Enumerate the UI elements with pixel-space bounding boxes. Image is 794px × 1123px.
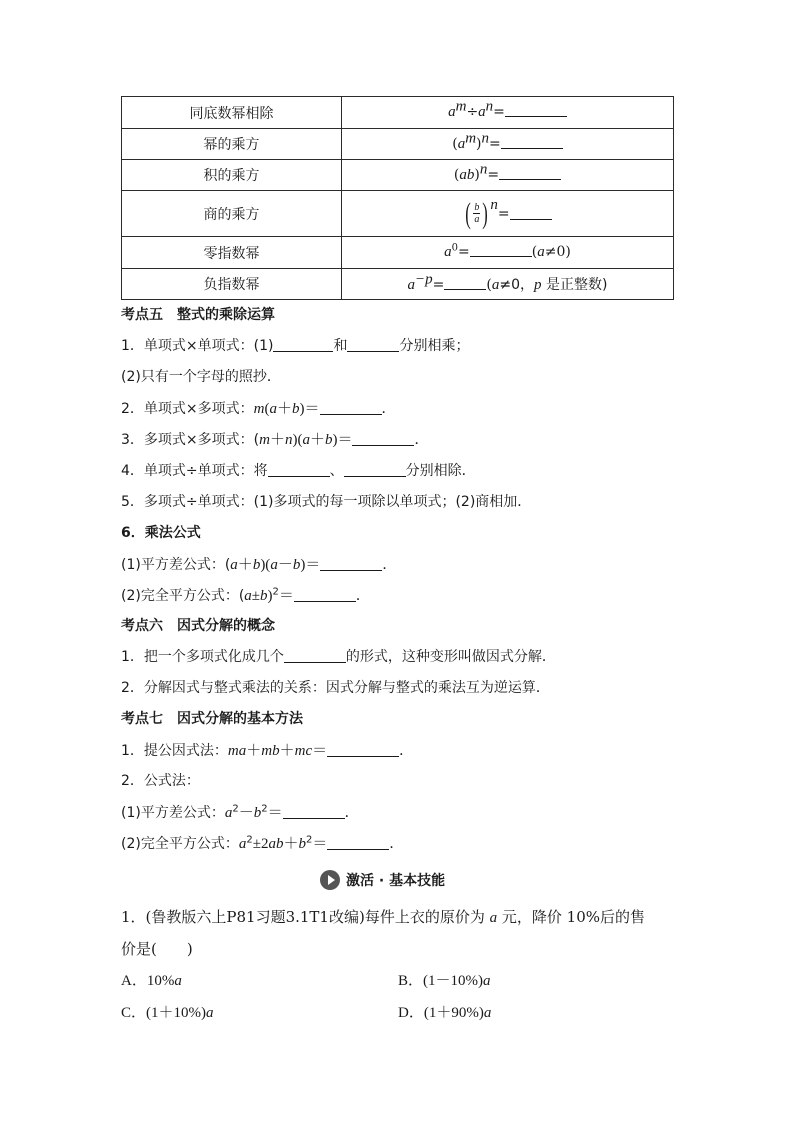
text-line: (1)平方差公式：(a＋b)(a－b)＝ ． [121,557,397,573]
answer-blank[interactable] [283,805,345,819]
text-line: 1．把一个多项式化成几个 的形式，这种变形叫做因式分解． [121,649,556,665]
rule-name: 商的乘方 [122,191,342,237]
exponent-rules-table [121,96,674,300]
subsection-heading: 6．乘法公式 [121,525,201,541]
answer-blank[interactable] [320,557,382,571]
answer-blank[interactable] [352,432,414,446]
rule-name: 负指数幂 [122,269,342,300]
table-row [122,269,674,300]
section-heading: 考点七 因式分解的基本方法 [121,711,303,727]
rule-name: 积的乘方 [122,160,342,191]
option-c[interactable]: C．(1＋10%)a [121,1005,214,1021]
answer-blank[interactable] [320,401,382,415]
text-line: (2)只有一个字母的照抄． [121,369,281,385]
text-line: 2．公式法： [121,773,200,789]
answer-blank[interactable] [499,167,561,180]
answer-blank[interactable] [294,588,356,602]
rule-name: 同底数幂相除 [122,97,342,129]
text-line: 2．分解因式与整式乘法的关系：因式分解与整式的乘法互为逆运算． [121,680,550,696]
answer-blank[interactable] [510,207,552,220]
answer-blank[interactable] [284,649,346,663]
rule-formula: $(a^m)^n=$ [342,129,674,160]
text-line: 1．单项式×单项式：(1) 和 分别相乘； [121,338,470,354]
text-line: 3．多项式×多项式：(m＋n)(a＋b)＝ ． [121,432,429,448]
option-a[interactable]: A．10%a [121,973,182,989]
text-line: (2)完全平方公式：$(a\pm b)^2=$ ． [121,586,370,604]
answer-blank[interactable] [273,338,333,352]
section-heading: 考点六 因式分解的概念 [121,618,275,634]
answer-blank[interactable] [470,244,532,257]
text-line: 5．多项式÷单项式：(1)多项式的每一项除以单项式；(2)商相加． [121,494,532,510]
question-text: 价是( ) [121,940,193,958]
banner-label: 激活 · 基本技能 [346,873,446,889]
answer-blank[interactable] [327,743,399,757]
answer-blank[interactable] [347,338,399,352]
rule-formula: (ab)$^n$= [342,160,674,191]
rule-name: 幂的乘方 [122,129,342,160]
text-line: 2．单项式×多项式：m(a＋b)＝ ． [121,401,396,417]
answer-blank[interactable] [344,463,406,477]
answer-blank[interactable] [327,836,389,850]
section-banner [320,870,445,890]
fraction: ( b a ) n = [463,199,551,229]
answer-blank[interactable] [268,463,330,477]
option-b[interactable]: B．(1－10%)a [398,973,491,989]
option-d[interactable]: D．(1＋90%)a [398,1005,492,1021]
question-text: 1．(鲁教版六上P81习题3.1T1改编)每件上衣的原价为 a 元，降价 10%后的售 [121,908,645,926]
answer-blank[interactable] [444,277,486,290]
table-row [122,237,674,269]
text-line: 4．单项式÷单项式：将 、 分别相除． [121,463,476,479]
play-icon [320,870,340,890]
answer-blank[interactable] [505,104,567,117]
table-row [122,160,674,191]
table-row [122,191,674,237]
rule-formula: $a^{-p}= (a\ne 0$，p 是正整数) [342,269,674,300]
section-heading: 考点五 整式的乘除运算 [121,307,275,323]
answer-blank[interactable] [501,136,563,149]
rule-formula: $a^m\div a^n=$ [342,97,674,129]
table-row [122,129,674,160]
text-line: (1)平方差公式：$a^2-b^2=$ ． [121,803,359,821]
rule-formula: $a^0= (a\ne 0)$ [342,237,674,269]
rule-name: 零指数幂 [122,237,342,269]
rule-formula [342,191,674,237]
text-line: (2)完全平方公式：$a^2\pm 2ab+b^2=$ ． [121,834,404,852]
text-line: 1．提公因式法：ma＋mb＋mc＝ ． [121,743,414,759]
table-row [122,97,674,129]
